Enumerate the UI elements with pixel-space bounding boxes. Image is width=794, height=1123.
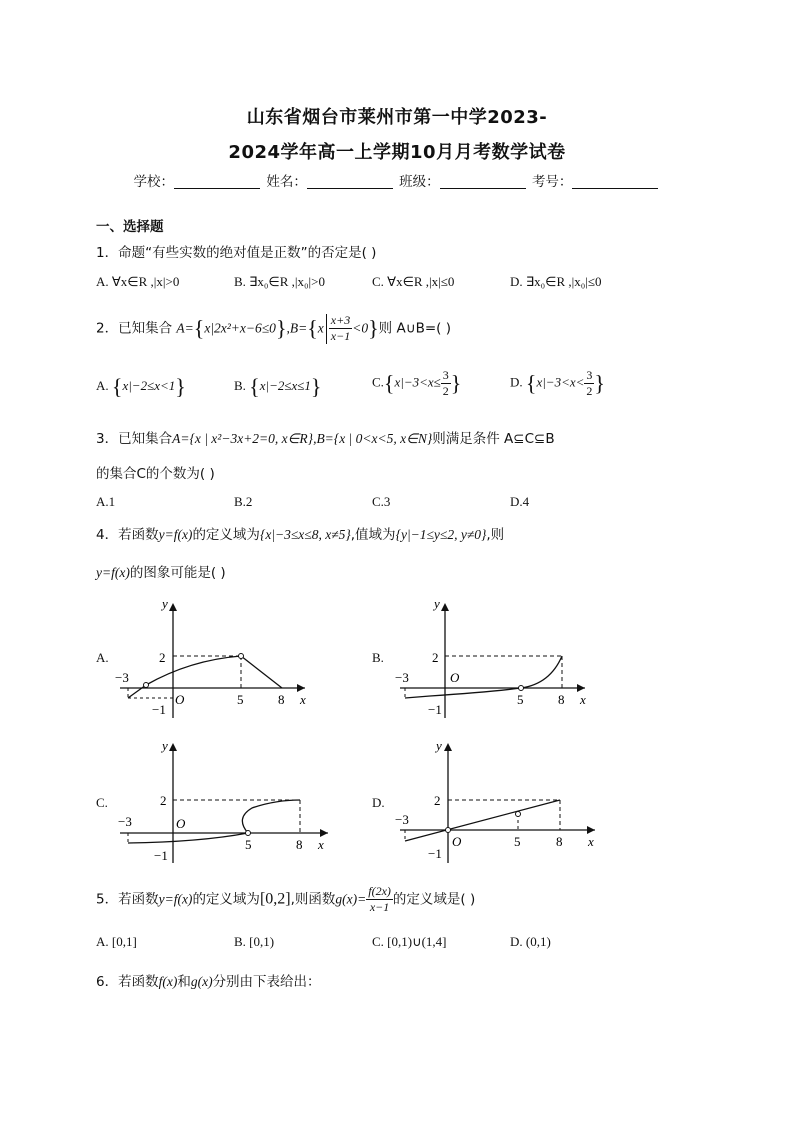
q3-option-c[interactable]: C.3: [372, 494, 391, 509]
school-label: 学校：: [133, 174, 175, 190]
q1-option-a[interactable]: A. ∀x∈R ,|x|>0: [96, 274, 180, 289]
tick-2: 2: [432, 650, 439, 665]
tick-minus-1: −1: [428, 846, 442, 861]
q4-graph-a[interactable]: [110, 598, 320, 723]
tick-5: 5: [514, 834, 521, 849]
student-info: [0, 170, 794, 190]
tick-minus-3: −3: [395, 670, 409, 685]
number-blank[interactable]: [572, 174, 658, 189]
q3-option-a[interactable]: A.1: [96, 494, 116, 509]
q2-setB-x: x: [317, 320, 324, 336]
q5-option-d[interactable]: D. (0,1): [510, 934, 551, 949]
tick-minus-1: −1: [152, 702, 166, 717]
tick-5: 5: [237, 692, 244, 707]
q4-stem-line2: y=f(x)的图象可能是( ): [96, 565, 226, 581]
tick-minus-3: −3: [115, 670, 129, 685]
class-label: 班级：: [399, 174, 440, 190]
tick-minus-1: −1: [154, 848, 168, 863]
axis-x-label: x: [580, 692, 586, 707]
tick-8: 8: [556, 834, 563, 849]
axis-x-label: x: [318, 837, 324, 852]
axis-y-label: y: [436, 738, 442, 753]
q4-option-c-label[interactable]: C.: [96, 795, 108, 810]
q2-option-a[interactable]: A. {x|−2≤x<1}: [96, 374, 186, 399]
tick-8: 8: [278, 692, 285, 707]
tick-2: 2: [160, 793, 167, 808]
tick-2: 2: [159, 650, 166, 665]
school-blank[interactable]: [174, 174, 260, 189]
origin-label: O: [176, 816, 186, 831]
q4-stem: 4．若函数y=f(x)的定义域为{x|−3≤x≤8, x≠5},值域为{y|−1≤y≤2, y≠0},则: [96, 527, 505, 543]
class-blank[interactable]: [440, 174, 526, 189]
tick-5: 5: [517, 692, 524, 707]
tick-2: 2: [434, 793, 441, 808]
q2-option-b[interactable]: B. {x|−2≤x≤1}: [234, 374, 322, 399]
origin-label: O: [452, 834, 462, 849]
q2-setB-fraction: $\frac{x+3}{x-1}$: [330, 313, 351, 343]
q2-option-c[interactable]: C.{x|−3<x≤ $\frac{3}{2}$ }: [372, 368, 462, 398]
q3-tail: 则满足条件 A⊆C⊆B: [432, 431, 555, 447]
q1-option-b[interactable]: B. ∃x₀∈R ,|x₀|>0: [234, 274, 325, 289]
axis-y-label: y: [434, 598, 440, 611]
q2-setA-body: x|2x²+x−6≤0: [204, 320, 276, 336]
q2-setA-lhs: A=: [176, 320, 194, 336]
q4-option-b-label[interactable]: B.: [372, 650, 384, 665]
section-heading: 一、选择题: [96, 219, 164, 235]
name-label: 姓名：: [266, 174, 307, 190]
tick-5: 5: [245, 837, 252, 852]
q5-option-c[interactable]: C. [0,1)∪(1,4]: [372, 934, 447, 949]
tick-8: 8: [296, 837, 303, 852]
tick-minus-3: −3: [395, 812, 409, 827]
tick-8: 8: [558, 692, 565, 707]
q3-option-d[interactable]: D.4: [510, 494, 530, 509]
axis-y-label: y: [162, 738, 168, 753]
q4-option-d-label[interactable]: D.: [372, 795, 385, 810]
q2-number: 2．已知集合: [96, 320, 173, 337]
q4-option-a-label[interactable]: A.: [96, 650, 109, 665]
q4-graph-c[interactable]: [110, 738, 335, 868]
q4-graph-b[interactable]: [390, 598, 600, 723]
q2-option-d[interactable]: D. {x|−3<x< $\frac{3}{2}$ }: [510, 368, 605, 398]
q3-stem: 3．已知集合A={x | x²−3x+2=0, x∈R},B={x | 0<x<5, x∈N}则满足条件 A⊆C⊆B: [96, 431, 555, 447]
exam-title-line2: 2024学年高一上学期10月月考数学试卷: [228, 142, 566, 163]
q1-option-d[interactable]: D. ∃x₀∈R ,|x₀|≤0: [510, 274, 602, 289]
q1-option-c[interactable]: C. ∀x∈R ,|x|≤0: [372, 274, 455, 289]
q2-tail: 则 A∪B=( ): [378, 320, 451, 337]
tick-minus-3: −3: [118, 814, 132, 829]
q3-stem-line2: 的集合C的个数为( ): [96, 466, 215, 482]
axis-y-label: y: [162, 598, 168, 611]
q2-setB-lhs: ,B=: [286, 320, 308, 336]
tick-minus-1: −1: [428, 702, 442, 717]
q1-stem: 1．命题“有些实数的绝对值是正数”的否定是( ): [96, 245, 377, 261]
q6-stem: 6．若函数f(x)和g(x)分别由下表给出：: [96, 974, 321, 990]
q3-setB: ,B={x | 0<x<5, x∈N}: [313, 431, 433, 446]
q2-stem: 2．已知集合 A={x|2x²+x−6≤0},B={x $\frac{x+3}{x-1}$ <0}则 A∪B=( ): [96, 313, 451, 343]
origin-label: O: [450, 670, 460, 685]
q3-setA: A={x | x²−3x+2=0, x∈R}: [172, 431, 314, 446]
q2-setB-rel: <0: [352, 320, 369, 336]
exam-title-line1: 山东省烟台市莱州市第一中学2023-: [246, 107, 548, 128]
q5-option-b[interactable]: B. [0,1): [234, 934, 275, 949]
axis-x-label: x: [588, 834, 594, 849]
q5-option-a[interactable]: A. [0,1]: [96, 934, 137, 949]
q5-stem: 5．若函数y=f(x)的定义域为[0,2],则函数g(x)= $\frac{f(2x)}{x-1}$ 的定义域是( ): [96, 884, 476, 914]
q4-graph-d[interactable]: [390, 738, 605, 868]
axis-x-label: x: [300, 692, 306, 707]
origin-label: O: [175, 692, 185, 707]
q5-g-fraction: $\frac{f(2x)}{x-1}$: [368, 884, 391, 914]
q3-option-b[interactable]: B.2: [234, 494, 253, 509]
number-label: 考号：: [531, 174, 573, 190]
name-blank[interactable]: [307, 174, 393, 189]
